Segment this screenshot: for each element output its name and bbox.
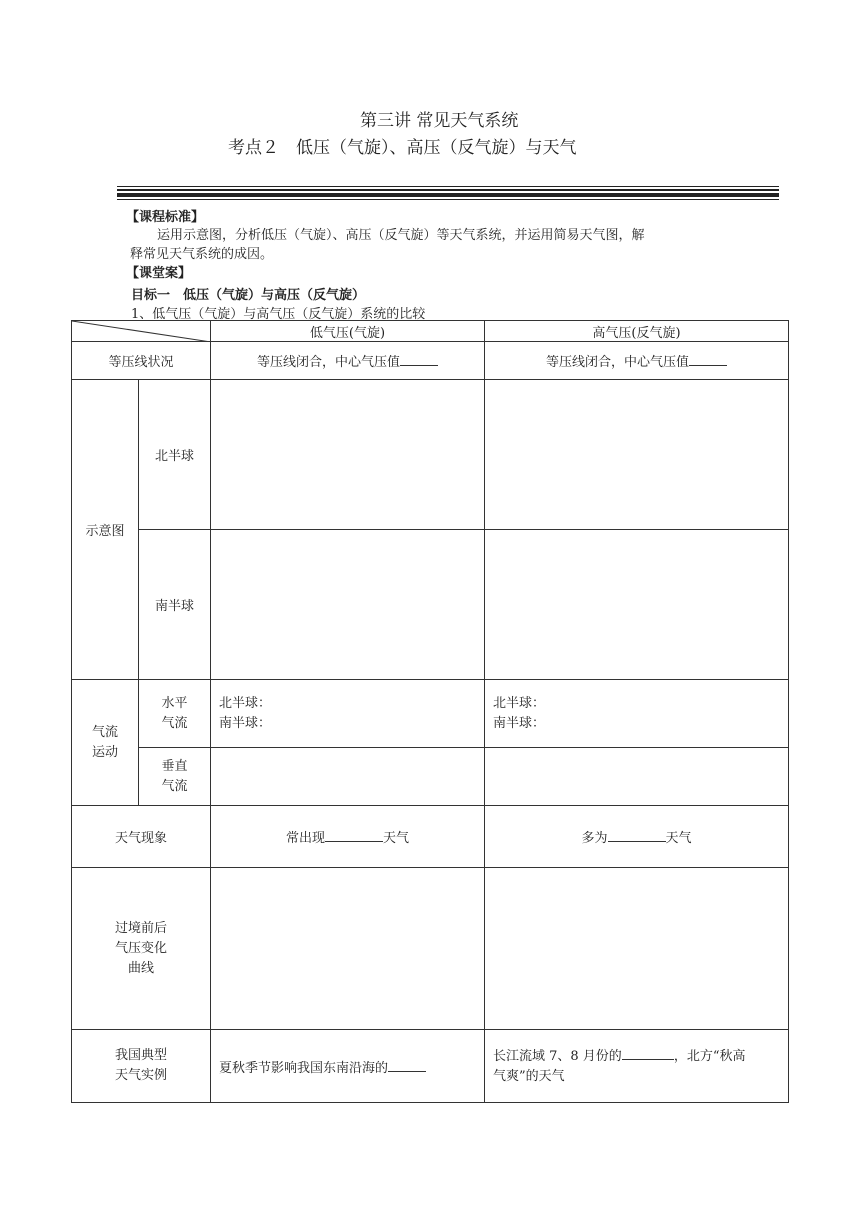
weather-high-prefix: 多为 [581,831,608,846]
cell-isobar-low [211,342,485,380]
horizontal-label-line1: 水平 [161,695,188,711]
cell-isobar-high [485,342,789,380]
examples-label-line2: 天气实例 [114,1068,167,1083]
diagram-low-north [211,380,485,530]
pressure-curve-label-line2: 气压变化 [114,940,167,956]
fill-blank [388,1058,426,1072]
isobar-high-text: 等压线闭合，中心气压值 [545,355,689,370]
north-hemisphere-text: 北半球： [493,695,546,711]
horizontal-airflow-low [211,680,485,748]
pressure-curve-low [211,868,485,1030]
comparison-table [71,320,789,1103]
example-low-text: 夏秋季节影响我国东南沿海的 [219,1060,389,1076]
row-label-isobar: 等压线状况 [72,342,211,380]
row-label-pressure-curve [72,868,211,1030]
fill-blank [608,828,666,842]
airflow-label-line2: 运动 [91,744,118,760]
airflow-label-line1: 气流 [91,724,118,740]
standard-text-line2: 释常见天气系统的成因。 [130,247,274,262]
header-high-pressure: 高气压(反气旋) [485,321,789,342]
diagonal-header-cell [72,321,211,342]
example-high [485,1030,789,1103]
weather-low-prefix: 常出现 [285,831,325,846]
classroom-label: 【课堂案】 [126,266,192,281]
south-hemisphere-text: 南半球： [493,715,546,731]
north-hemisphere-text: 北半球： [219,695,272,711]
fill-blank [400,352,438,366]
horizontal-airflow-high [485,680,789,748]
row-label-airflow [72,680,139,806]
pressure-curve-high [485,868,789,1030]
header-rule [117,193,779,197]
diagram-low-south [211,530,485,680]
table-caption: 1、低气压（气旋）与高气压（反气旋）系统的比较 [131,307,426,322]
weather-low [211,806,485,868]
fill-blank [689,352,727,366]
goal-heading: 目标一 低压（气旋）与高压（反气旋） [131,288,366,303]
row-label-weather: 天气现象 [72,806,211,868]
vertical-airflow-high [485,748,789,806]
example-high-text-part1: 长江流域 7、8 月份的 [493,1048,622,1064]
example-high-text-part2: ，北方“秋高 [673,1048,746,1064]
pressure-curve-label-line1: 过境前后 [114,920,167,936]
weather-high [485,806,789,868]
header-low-pressure: 低气压(气旋) [211,321,485,342]
example-low [211,1030,485,1103]
page-title: 第三讲 常见天气系统 [360,111,519,131]
standard-label: 【课程标准】 [126,210,205,225]
vertical-label-line1: 垂直 [161,758,188,774]
example-high-text-line2: 气爽”的天气 [493,1068,565,1084]
fill-blank [622,1046,674,1060]
pressure-curve-label-line3: 曲线 [127,960,154,976]
row-label-north-hemisphere: 北半球 [139,380,211,530]
fill-blank [325,828,383,842]
diagram-high-north [485,380,789,530]
standard-text-line1: 运用示意图，分析低压（气旋）、高压（反气旋）等天气系统，并运用简易天气图，解 [157,228,645,243]
row-label-examples [72,1030,211,1103]
header-rule [117,186,779,187]
row-label-horizontal-airflow [139,680,211,748]
row-label-south-hemisphere: 南半球 [139,530,211,680]
vertical-airflow-low [211,748,485,806]
south-hemisphere-text: 南半球： [219,715,272,731]
page-subtitle: 考点２ 低压（气旋）、高压（反气旋）与天气 [228,138,577,158]
header-rule [117,189,779,191]
isobar-low-text: 等压线闭合，中心气压值 [256,355,400,370]
examples-label-line1: 我国典型 [114,1048,167,1063]
row-label-diagram: 示意图 [72,380,139,680]
diagonal-line [72,321,211,342]
weather-high-suffix: 天气 [665,831,692,846]
horizontal-label-line2: 气流 [161,715,188,731]
weather-low-suffix: 天气 [383,831,410,846]
header-rule [117,199,779,200]
diagram-high-south [485,530,789,680]
vertical-label-line2: 气流 [161,778,188,794]
row-label-vertical-airflow [139,748,211,806]
